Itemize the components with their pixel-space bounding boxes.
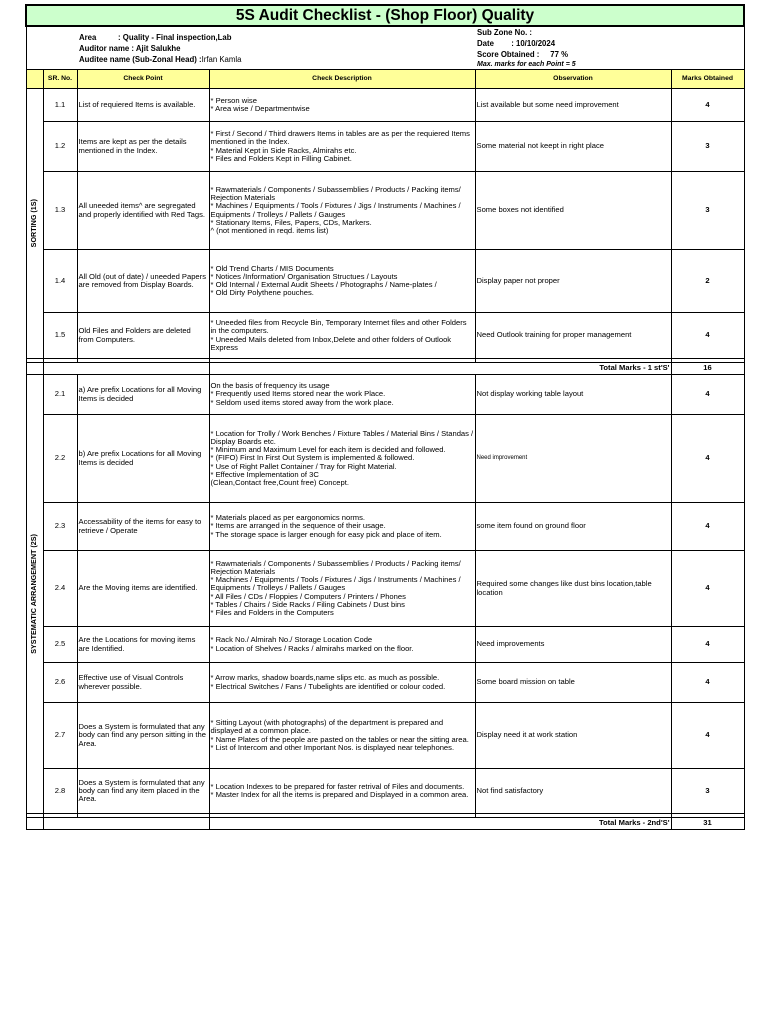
description-line: * Files and Folders in the Computers: [210, 608, 334, 617]
description-line: * Use of Right Pallet Container / Tray for Right Material.: [210, 461, 397, 471]
sr-no: 2.7: [43, 703, 77, 769]
description-line: * Rawmaterials / Components / Subassemblies / Products / Packing items/ Rejection Materials: [210, 184, 461, 203]
check-point: Accessability of the items for easy to retrieve / Operate: [77, 503, 209, 551]
description-line: * Materials placed as per eargonomics norms.: [210, 513, 365, 523]
description-line: * Seldom used items stored away from the work place.: [210, 397, 394, 407]
total-spacer: [43, 818, 209, 830]
sr-no: 2.2: [43, 415, 77, 503]
table-row: [26, 375, 744, 415]
sr-no: 1.1: [43, 89, 77, 122]
description-line: * Rack No./ Almirah No./ Storage Location Code: [210, 635, 373, 645]
table-row: [26, 122, 744, 172]
observation: Display paper not proper: [475, 250, 671, 313]
date-value: : 10/10/2024: [511, 39, 556, 48]
description-line: * Uneeded files from Recycle Bin, Temporary Internet files and other Folders in the computers.: [210, 318, 467, 336]
table-row: [26, 89, 744, 122]
area-value: : Quality - Final inspection,Lab: [118, 32, 232, 42]
check-point: b) Are prefix Locations for all Moving Items is decided: [77, 415, 209, 503]
marks-obtained: 3: [671, 769, 744, 814]
description-line: * Items are arranged in the sequence of their usage.: [210, 521, 386, 531]
observation: Need Outlook training for proper management: [475, 313, 671, 359]
auditee-label: Auditee name (Sub-Zonal Head) :: [79, 54, 202, 64]
marks-obtained: 2: [671, 250, 744, 313]
description-line: * Effective Implementation of 3C: [210, 469, 319, 479]
observation: Display need it at work station: [475, 703, 671, 769]
description-line: * Rawmaterials / Components / Subassemblies / Products / Packing items/ Rejection Materials: [210, 558, 461, 576]
observation: Some boxes not identified: [475, 172, 671, 250]
table-row: [26, 503, 744, 551]
description-line: * First / Second / Third drawers Items in tables are as per the requiered Items mentioned in the Index.: [210, 129, 470, 147]
checklist-table: [25, 4, 745, 830]
observation: Some material not keept in right place: [475, 122, 671, 172]
marks-obtained: 4: [671, 503, 744, 551]
col-header-marks: Marks Obtained: [671, 70, 744, 89]
description-line: * Machines / Equipments / Tools / Fixtures / Jigs / Instruments / Machines / Equipments / Trolleys / Pallets / Gauges: [210, 201, 461, 219]
col-header-check-point: Check Point: [77, 70, 209, 89]
description-line: ^ (not mentioned in reqd. items list): [210, 225, 329, 235]
marks-obtained: 4: [671, 703, 744, 769]
description-line: * Old Trend Charts / MIS Documents: [210, 263, 334, 273]
sr-no: 1.3: [43, 172, 77, 250]
observation: some item found on ground floor: [475, 503, 671, 551]
total-row: [26, 818, 744, 830]
total-spacer: [26, 363, 43, 375]
description-line: * Old Dirty Polythene pouches.: [210, 288, 314, 298]
max-marks-note: Max. marks for each Point = 5: [477, 61, 576, 68]
description-line: * Area wise / Departmentwise: [210, 104, 310, 113]
check-description: [209, 769, 475, 814]
table-row: [26, 172, 744, 250]
check-description: [209, 663, 475, 703]
check-description: [209, 375, 475, 415]
check-point: a) Are prefix Locations for all Moving Items is decided: [77, 375, 209, 415]
auditor-value: : Ajit Salukhe: [131, 43, 181, 53]
sr-no: 2.8: [43, 769, 77, 814]
description-line: * Machines / Equipments / Tools / Fixtures / Jigs / Instruments / Machines / Equipments / Trolleys / Pallets / Gauges: [210, 575, 461, 593]
description-line: * Person wise: [210, 95, 257, 105]
score-value: 77 %: [550, 50, 569, 59]
description-line: * Uneeded Mails deleted from Inbox,Delete and other folders of Outlook Express: [210, 334, 452, 352]
sr-no: 1.4: [43, 250, 77, 313]
sr-no: 1.5: [43, 313, 77, 359]
total-spacer: [43, 363, 209, 375]
check-point: Does a System is formulated that any body can find any item placed in the Area.: [77, 769, 209, 814]
check-description: [209, 250, 475, 313]
check-description: [209, 172, 475, 250]
sr-no: 2.4: [43, 551, 77, 627]
marks-obtained: 4: [671, 313, 744, 359]
marks-obtained: 4: [671, 415, 744, 503]
marks-obtained: 3: [671, 172, 744, 250]
section-label: SYSTEMATIC ARRANGEMENT (2S): [29, 534, 39, 654]
description-line: * Tables / Chairs / Side Racks / Filing Cabinets / Dust bins: [210, 599, 405, 609]
section-label-cell: [26, 375, 43, 814]
description-line: * Arrow marks, shadow boards,name slips etc. as much as possible.: [210, 673, 440, 683]
col-header-check-description: Check Description: [209, 70, 475, 89]
description-line: On the basis of frequency its usage: [210, 381, 330, 391]
total-spacer: [26, 818, 43, 830]
check-description: [209, 122, 475, 172]
section-label: SORTING (1S): [29, 199, 39, 248]
observation: Not find satisfactory: [475, 769, 671, 814]
check-point: List of requiered Items is available.: [77, 89, 209, 122]
marks-obtained: 4: [671, 663, 744, 703]
description-line: * Name Plates of the people are pasted on the tables or near the sitting area.: [210, 734, 469, 744]
column-header-row: [26, 70, 744, 89]
check-point: Are the Locations for moving items are Identified.: [77, 627, 209, 663]
marks-obtained: 4: [671, 89, 744, 122]
total-value: 31: [671, 818, 744, 830]
check-description: [209, 415, 475, 503]
audit-sheet: [25, 4, 743, 830]
check-description: [209, 627, 475, 663]
total-label: Total Marks - 2nd'S': [209, 818, 671, 830]
sr-no: 1.2: [43, 122, 77, 172]
description-line: * Stationary Items, Files, Papers, CDs, Markers.: [210, 217, 372, 227]
table-row: [26, 250, 744, 313]
total-value: 16: [671, 363, 744, 375]
check-point: All uneeded items^ are segregated and properly identified with Red Tags.: [77, 172, 209, 250]
table-row: [26, 703, 744, 769]
observation: Need improvement: [475, 415, 671, 503]
section-label-cell: [26, 89, 43, 359]
check-point: Are the Moving items are identified.: [77, 551, 209, 627]
description-line: * Frequently used Items stored near the work Place.: [210, 389, 386, 399]
marks-obtained: 4: [671, 627, 744, 663]
sr-no: 2.1: [43, 375, 77, 415]
description-line: * Files and Folders Kept in Filling Cabinet.: [210, 153, 352, 163]
check-point: All Old (out of date) / uneeded Papers are removed from Display Boards.: [77, 250, 209, 313]
observation: Some board mission on table: [475, 663, 671, 703]
check-description: [209, 313, 475, 359]
date-label: Date: [477, 39, 494, 48]
observation: Need improvements: [475, 627, 671, 663]
check-point: Effective use of Visual Controls wherever possible.: [77, 663, 209, 703]
table-row: [26, 663, 744, 703]
check-description: [209, 89, 475, 122]
total-label: Total Marks - 1 st'S': [209, 363, 671, 375]
table-row: [26, 551, 744, 627]
description-line: * Sitting Layout (with photographs) of the department is prepared and displayed at a common place.: [210, 718, 444, 736]
table-row: [26, 313, 744, 359]
description-line: * Location Indexes to be prepared for faster retrival of Files and documents.: [210, 781, 465, 791]
check-point: Old Files and Folders are deleted from Computers.: [77, 313, 209, 359]
area-label: Area: [79, 32, 97, 42]
sr-no: 2.3: [43, 503, 77, 551]
total-row: [26, 363, 744, 375]
auditor-label: Auditor name: [79, 43, 130, 53]
auditee-value: Irfan Kamla: [201, 54, 242, 64]
table-row: [26, 769, 744, 814]
page-title: 5S Audit Checklist - (Shop Floor) Quality: [26, 5, 744, 26]
check-description: [209, 551, 475, 627]
col-header-sr: SR. No.: [43, 70, 77, 89]
description-line: * Master Index for all the items is prepared and Displayed in a common area.: [210, 790, 469, 799]
subzone-label: Sub Zone No. :: [477, 28, 533, 37]
check-description: [209, 703, 475, 769]
description-line: * Old Internal / External Audit Sheets / Photographs / Name-plates /: [210, 280, 437, 289]
description-line: * Location for Trolly / Work Benches / Fixture Tables / Material Bins / Standas / Display Boards etc.: [210, 428, 474, 446]
description-line: * The storage space is larger enough for easy pick and place of item.: [210, 529, 442, 539]
observation: Not display working table layout: [475, 375, 671, 415]
table-row: [26, 627, 744, 663]
score-label: Score Obtained :: [477, 50, 540, 59]
description-line: * Minimum and Maximum Level for each item is decided and followed.: [210, 445, 446, 455]
marks-obtained: 4: [671, 551, 744, 627]
marks-obtained: 4: [671, 375, 744, 415]
observation: List available but some need improvement: [475, 89, 671, 122]
check-point: Does a System is formulated that any body can find any person sitting in the Area.: [77, 703, 209, 769]
description-line: * Location of Shelves / Racks / almirahs marked on the floor.: [210, 643, 414, 653]
table-row: [26, 415, 744, 503]
description-line: * Material Kept in Side Racks, Almirahs etc.: [210, 145, 357, 155]
description-line: * Electrical Switches / Fans / Tubelights are identified or colour coded.: [210, 681, 446, 691]
description-line: * Notices /Information/ Organisation Structues / Layouts: [210, 271, 398, 281]
sr-no: 2.5: [43, 627, 77, 663]
description-line: * List of Intercom and other Important Nos. is displayed near telephones.: [210, 742, 455, 752]
marks-obtained: 3: [671, 122, 744, 172]
check-point: Items are kept as per the details mentioned in the Index.: [77, 122, 209, 172]
description-line: * All Files / CDs / Floppies / Computers / Printers / Phones: [210, 591, 406, 601]
check-description: [209, 503, 475, 551]
col-header-observation: Observation: [475, 70, 671, 89]
sr-no: 2.6: [43, 663, 77, 703]
observation: Required some changes like dust bins location,table location: [475, 551, 671, 627]
description-line: * (FIFO) First In First Out System is implemented & followed.: [210, 453, 415, 463]
description-line: (Clean,Contact free,Count free) Concept.: [210, 478, 349, 487]
